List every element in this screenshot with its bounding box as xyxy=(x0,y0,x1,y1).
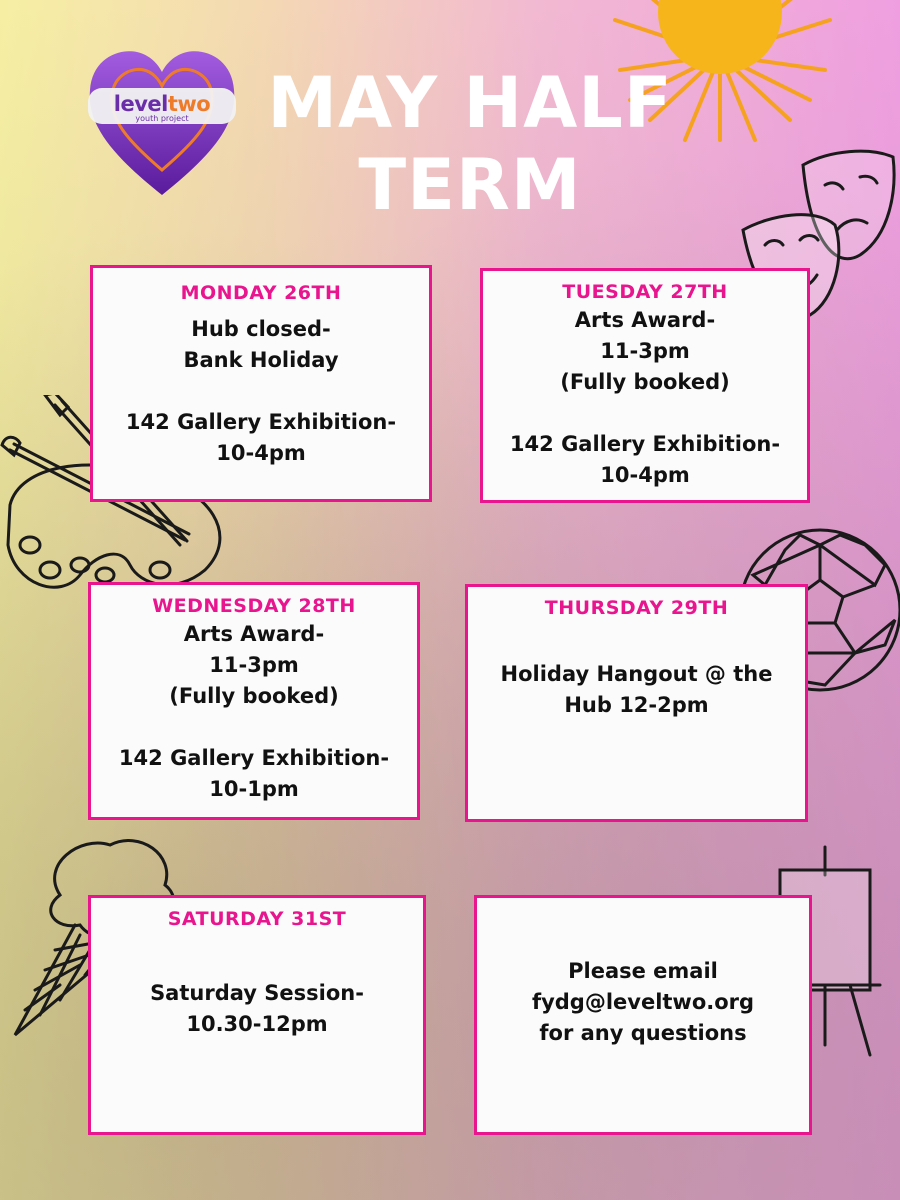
card-line: (Fully booked) xyxy=(169,684,339,708)
title-line-2: TERM xyxy=(358,144,582,226)
logo xyxy=(82,40,242,200)
card-line: 142 Gallery Exhibition- xyxy=(125,410,397,434)
card-line: Saturday Session- xyxy=(150,981,364,1005)
card-line: 10-4pm xyxy=(216,441,306,465)
card-line: 11-3pm xyxy=(209,653,299,677)
logo-text xyxy=(82,92,242,123)
page-title xyxy=(200,62,740,226)
card-line: 11-3pm xyxy=(600,339,690,363)
card-saturday xyxy=(88,895,426,1135)
card-line: Arts Award- xyxy=(574,308,716,332)
card-line: 10-1pm xyxy=(209,777,299,801)
card-thursday xyxy=(465,584,808,822)
card-line: Please email xyxy=(568,959,718,983)
card-wednesday xyxy=(88,582,420,820)
card-line: 10-4pm xyxy=(600,463,690,487)
day-heading: TUESDAY 27TH xyxy=(562,281,728,303)
card-line: for any questions xyxy=(539,1021,747,1045)
card-line xyxy=(483,398,807,429)
contact-email[interactable]: fydg@leveltwo.org xyxy=(531,990,755,1014)
card-line xyxy=(91,712,417,743)
card-line: 10.30-12pm xyxy=(186,1012,328,1036)
card-line: 142 Gallery Exhibition- xyxy=(118,746,390,770)
title-line-1: MAY HALF xyxy=(267,62,673,144)
logo-name-part1: level xyxy=(113,92,168,116)
card-line: (Fully booked) xyxy=(560,370,730,394)
day-heading: WEDNESDAY 28TH xyxy=(152,595,356,617)
card-line: Arts Award- xyxy=(183,622,325,646)
card-line: Hub closed- xyxy=(191,317,331,341)
card-line xyxy=(93,376,429,407)
day-heading: SATURDAY 31ST xyxy=(167,908,347,930)
day-heading: MONDAY 26TH xyxy=(180,282,342,304)
day-heading: THURSDAY 29TH xyxy=(544,597,729,619)
card-monday xyxy=(90,265,432,502)
card-line: 142 Gallery Exhibition- xyxy=(509,432,781,456)
card-line: Bank Holiday xyxy=(183,348,339,372)
card-tuesday xyxy=(480,268,810,503)
logo-subtitle: youth project xyxy=(135,114,189,123)
card-line: Hub 12-2pm xyxy=(564,693,709,717)
card-line: Holiday Hangout @ the xyxy=(500,662,773,686)
logo-name xyxy=(82,92,242,116)
card-contact xyxy=(474,895,812,1135)
logo-name-part2: two xyxy=(167,92,211,116)
